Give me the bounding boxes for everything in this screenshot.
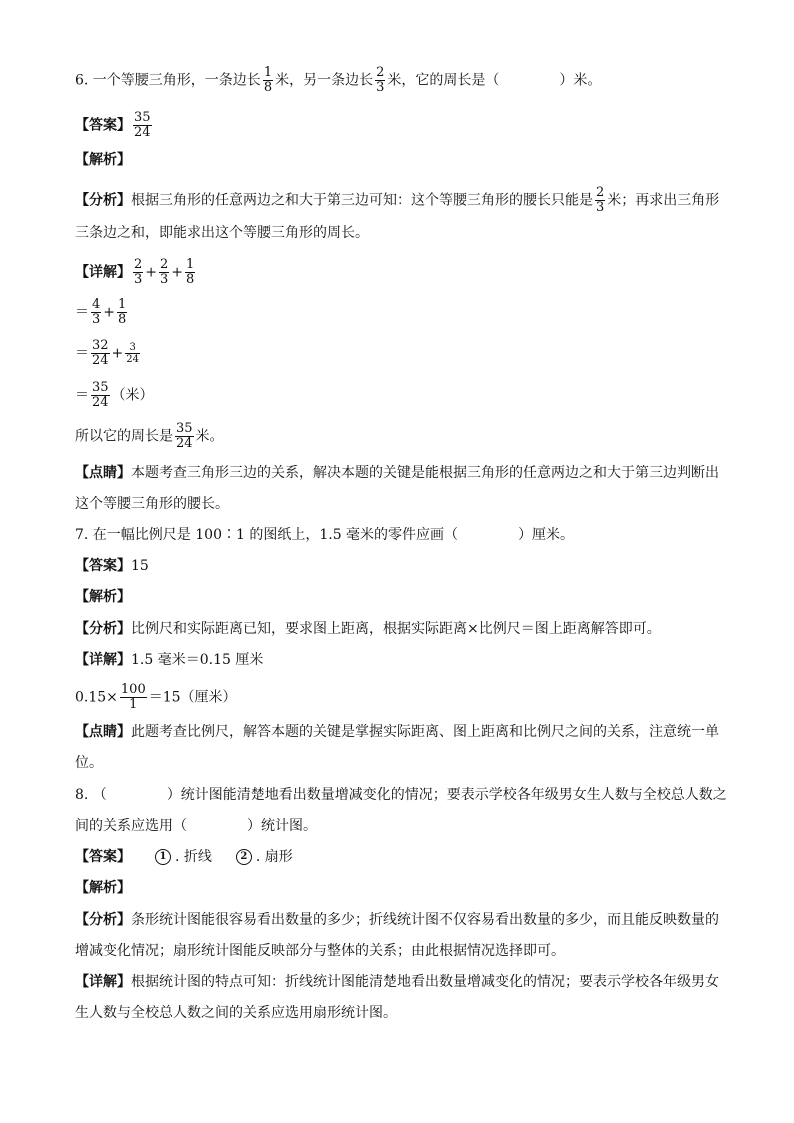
- q7-jiexi: 【解析】: [75, 589, 131, 605]
- circled-number: 2: [236, 849, 252, 865]
- answer-tag: 【答案】: [75, 117, 131, 134]
- q6-detail-step3: ＝ $\frac{32}{24}$ + $\frac{3}{24}$: [75, 338, 140, 368]
- fraction: $\frac{2}{3}$: [596, 185, 605, 215]
- q6-conclusion: 所以它的周长是 $\frac{35}{24}$ 米。: [75, 421, 224, 451]
- q8-detail: 【详解】根据统计图的特点可知：折线统计图能清楚地看出数量增减变化的情况；要表示学校各年级男女: [75, 974, 719, 990]
- q6-analysis: 【分析】根据三角形的任意两边之和大于第三边可知：这个等腰三角形的腰长只能是 $\frac{2}{3}$ 米；再求出三角形: [75, 185, 720, 215]
- q6-detail-step4: ＝ $\frac{35}{24}$ （米）: [75, 380, 154, 410]
- q7-comment: 【点睛】此题考查比例尺，解答本题的关键是掌握实际距离、图上距离和比例尺之间的关系，注意统一单: [75, 724, 719, 740]
- q8-stem-cont: 间的关系应选用（ ）统计图。: [75, 818, 317, 834]
- fraction: $\frac{2}{3}$: [376, 65, 385, 95]
- q7-detail-1: 【详解】1.5 毫米＝0.15 厘米: [75, 652, 264, 668]
- q8-analysis-cont: 增减变化情况；扇形统计图能反映部分与整体的关系；由此根据情况选择即可。: [75, 943, 565, 959]
- q6-stem: 6. 一个等腰三角形，一条边长 $\frac{1}{8}$ 米，另一条边长 $\frac{2}{3}$ 米，它的周长是（ ）米。: [75, 65, 602, 95]
- q7-stem: 7. 在一幅比例尺是 100∶1 的图纸上，1.5 毫米的零件应画（ ）厘米。: [75, 527, 575, 543]
- q8-analysis: 【分析】条形统计图能很容易看出数量的多少；折线统计图不仅容易看出数量的多少，而且能反映数量的: [75, 912, 719, 928]
- fraction: $\frac{1}{8}$: [263, 65, 273, 95]
- q6-analysis-cont: 三条边之和，即能求出这个等腰三角形的周长。: [75, 225, 369, 241]
- q6-comment: 【点睛】本题考查三角形三边的关系，解决本题的关键是能根据三角形的任意两边之和大于第三边判断出: [75, 465, 719, 481]
- q6-detail-step1: 【详解】 $\frac{2}{3}$ + $\frac{2}{3}$ + $\frac{1}{8}$: [75, 257, 195, 287]
- q6-jiexi: 【解析】: [75, 152, 131, 168]
- q7-comment-cont: 位。: [75, 755, 103, 771]
- q7-answer: 【答案】15: [75, 558, 149, 574]
- answer-fraction: $\frac{35}{24}$: [134, 110, 151, 140]
- q8-stem: 8. （ ）统计图能清楚地看出数量增减变化的情况；要表示学校各年级男女生人数与全校总人数之: [75, 787, 727, 803]
- q8-answer: 【答案】 1 . 折线 2 . 扇形: [75, 849, 293, 865]
- q6-detail-step2: ＝ $\frac{4}{3}$ + $\frac{1}{8}$: [75, 297, 127, 327]
- q7-detail-2: 0.15× $\frac{100}{1}$ ＝15（厘米）: [75, 682, 237, 712]
- q6-comment-cont: 这个等腰三角形的腰长。: [75, 496, 229, 512]
- q8-jiexi: 【解析】: [75, 880, 131, 896]
- circled-number: 1: [155, 849, 171, 865]
- q7-analysis: 【分析】比例尺和实际距离已知，要求图上距离，根据实际距离×比例尺＝图上距离解答即可。: [75, 621, 661, 637]
- q6-answer: [75, 111, 154, 140]
- q8-detail-cont: 生人数与全校总人数之间的关系应选用扇形统计图。: [75, 1005, 397, 1021]
